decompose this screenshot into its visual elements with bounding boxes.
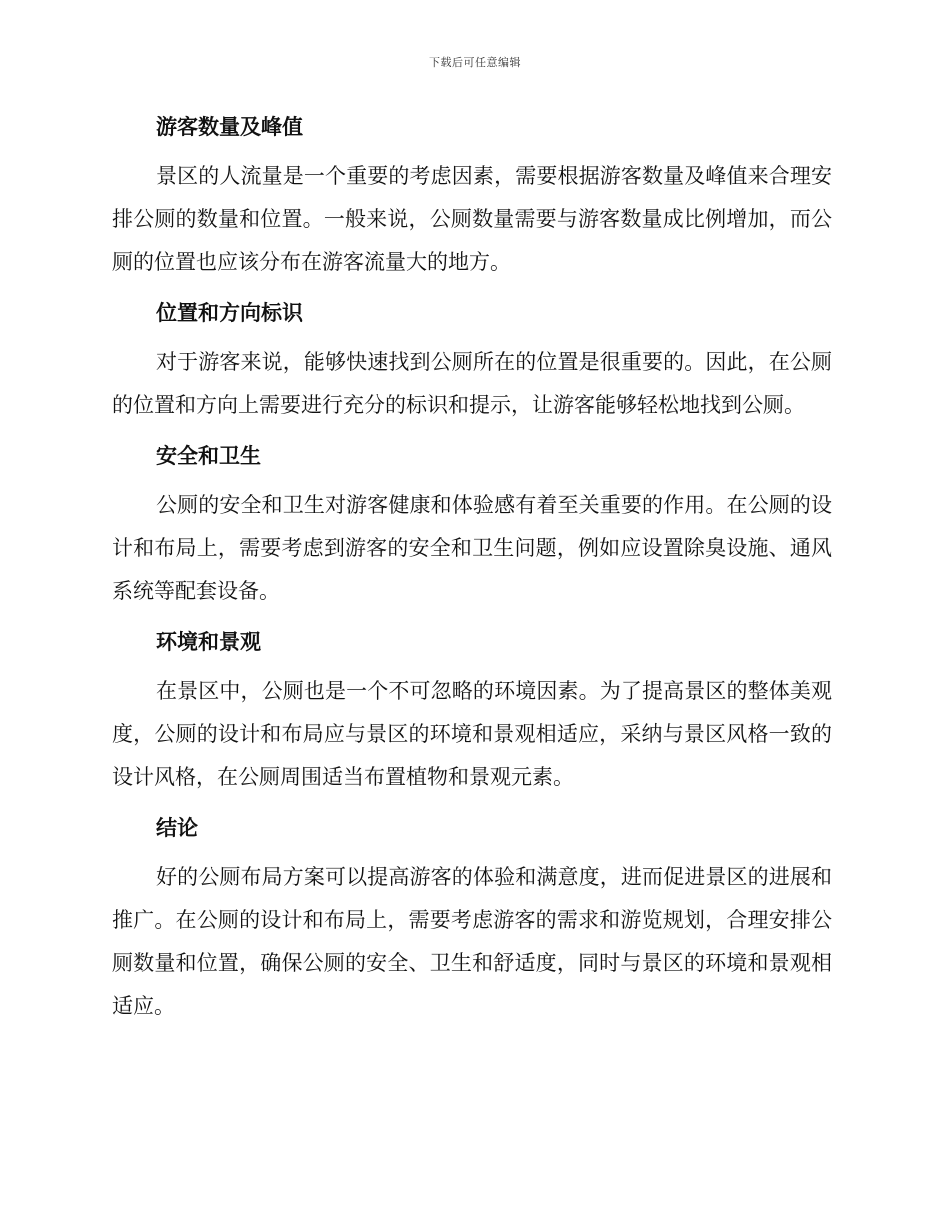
section-heading: 安全和卫生 [156, 443, 261, 468]
section-paragraph: 在景区中，公厕也是一个不可忽略的环境因素。为了提高景区的整体美观度，公厕的设计和布局应与景区的环境和景观相适应，采纳与景区风格一致的设计风格，在公厕周围适当布置植物和景观元素。 [112, 679, 832, 789]
section-heading: 位置和方向标识 [156, 300, 303, 325]
section-paragraph: 好的公厕布局方案可以提高游客的体验和满意度，进而促进景区的进展和推广。在公厕的设计和布局上，需要考虑游客的需求和游览规划，合理安排公厕数量和位置，确保公厕的安全、卫生和舒适度，同时与景区的环境和景观相适应。 [112, 865, 832, 1018]
section-visitor-volume [112, 108, 832, 284]
page-header: 下载后可任意编辑 [429, 56, 521, 69]
document-body [112, 108, 832, 1028]
section-heading: 结论 [156, 815, 198, 840]
section-paragraph: 公厕的安全和卫生对游客健康和体验感有着至关重要的作用。在公厕的设计和布局上，需要考虑到游客的安全和卫生问题，例如应设置除臭设施、通风系统等配套设备。 [112, 493, 832, 603]
section-conclusion [112, 809, 832, 1028]
section-environment-landscape [112, 623, 832, 799]
section-location-signage [112, 294, 832, 427]
section-heading: 游客数量及峰值 [156, 114, 303, 139]
section-paragraph: 景区的人流量是一个重要的考虑因素，需要根据游客数量及峰值来合理安排公厕的数量和位置。一般来说，公厕数量需要与游客数量成比例增加，而公厕的位置也应该分布在游客流量大的地方。 [112, 164, 832, 274]
section-safety-hygiene [112, 437, 832, 613]
section-heading: 环境和景观 [156, 629, 261, 654]
section-paragraph: 对于游客来说，能够快速找到公厕所在的位置是很重要的。因此，在公厕的位置和方向上需要进行充分的标识和提示，让游客能够轻松地找到公厕。 [112, 350, 832, 417]
